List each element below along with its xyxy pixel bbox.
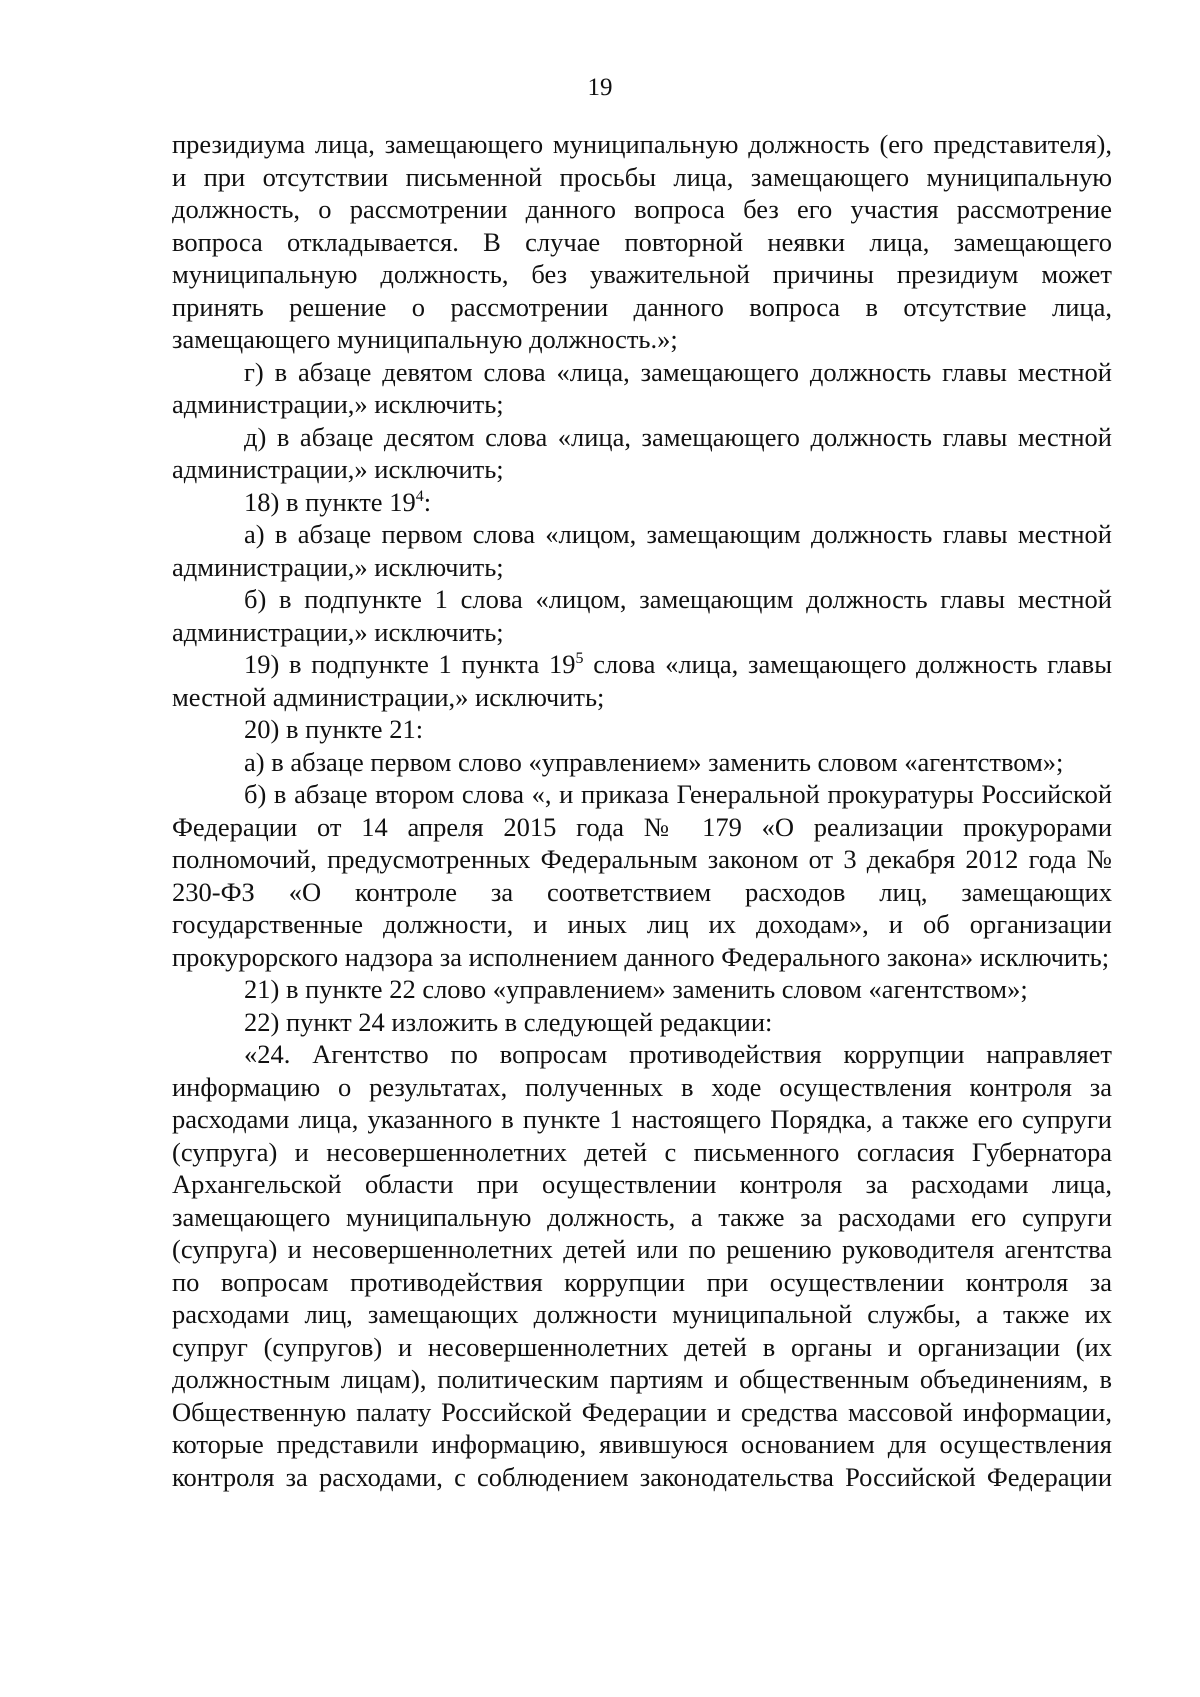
paragraph-item-24-text: «24. Агентство по вопросам противодействия коррупции направляет информацию о результатах, полученных в ходе осуществления контроля за расходами лица, указанного в пункте 1 настоящего Порядка, а также его супруги (супруга) и несовершеннолетних детей с письменного согласия Губернатора Архангельской области при осуществлении контроля за расходами лица, замещающего муниципальную должность, а также за расходами его супруги (супруга) и несовершеннолетних детей или по решению руководителя агентства по вопросам противодействия коррупции при осуществлении контроля за расходами лиц, замещающих должности муниципальной службы, а также их супруг (супругов) и несовершеннолетних детей в органы и организации (их должностным лицам), политическим партиям и общественным объединениям, в Общественную палату Российской Федерации и средства массовой информации, которые представили информацию, явившуюся основанием для осуществления контроля за расходами, с соблюдением законодательства Российской Федерации xyxy=(172,1039,1112,1492)
paragraph-item-g: г) в абзаце девятом слова «лица, замещающего должность главы местной администрации,» исключить; xyxy=(172,356,1112,419)
paragraph-item-d: д) в абзаце десятом слова «лица, замещающего должность главы местной администрации,» исключить; xyxy=(172,421,1112,484)
paragraph-item-18-b: б) в подпункте 1 слова «лицом, замещающим должность главы местной администрации,» исключить; xyxy=(172,584,1112,647)
paragraph-item-22: 22) пункт 24 изложить в следующей редакции: xyxy=(244,1006,773,1037)
paragraph-item-19 xyxy=(172,648,1112,713)
item-18-colon: : xyxy=(423,486,432,517)
paragraph-item-18-a: а) в абзаце первом слова «лицом, замещающим должность главы местной администрации,» исключить; xyxy=(172,519,1112,582)
paragraph-item-20-a: а) в абзаце первом слово «управлением» заменить словом «агентством»; xyxy=(244,746,1064,777)
paragraph-item-20-b: б) в абзаце втором слова «, и приказа Генеральной прокуратуры Российской Федерации от 14 апреля 2015 года № 179 «О реализации прокурорами полномочий, предусмотренных Федеральным законом от 3 декабря 2012 года № 230-ФЗ «О контроле за соответствием расходов лиц, замещающих государственные должности, и иных лиц их доходам», и об организации прокурорского надзора за исполнением данного Федерального закона» исключить; xyxy=(172,779,1112,972)
item-19-text: 19) в подпункте 1 пункта 19 xyxy=(244,649,576,679)
page-number: 19 xyxy=(587,74,613,101)
item-18-text: 18) в пункте 19 xyxy=(244,486,416,517)
document-body xyxy=(172,128,1112,1493)
item-19-superscript: 5 xyxy=(575,650,584,668)
paragraph-item-21: 21) в пункте 22 слово «управлением» заменить словом «агентством»; xyxy=(244,974,1028,1004)
item-18-superscript: 4 xyxy=(415,487,424,505)
paragraph-item-20: 20) в пункте 21: xyxy=(244,714,424,744)
paragraph-item-18 xyxy=(172,486,1112,519)
paragraph-continuation: президиума лица, замещающего муниципальную должность (его представителя), и при отсутствии письменной просьбы лица, замещающего муниципальную должность, о рассмотрении данного вопроса без его участия рассмотрение вопроса откладывается. В случае повторной неявки лица, замещающего муниципальную должность, без уважительной причины президиум может принять решение о рассмотрении данного вопроса в отсутствие лица, замещающего муниципальную должность.»; xyxy=(172,129,1112,354)
item-19-rest: слова «лица, замещающего должность главы местной администрации,» исключить; xyxy=(172,649,1112,712)
